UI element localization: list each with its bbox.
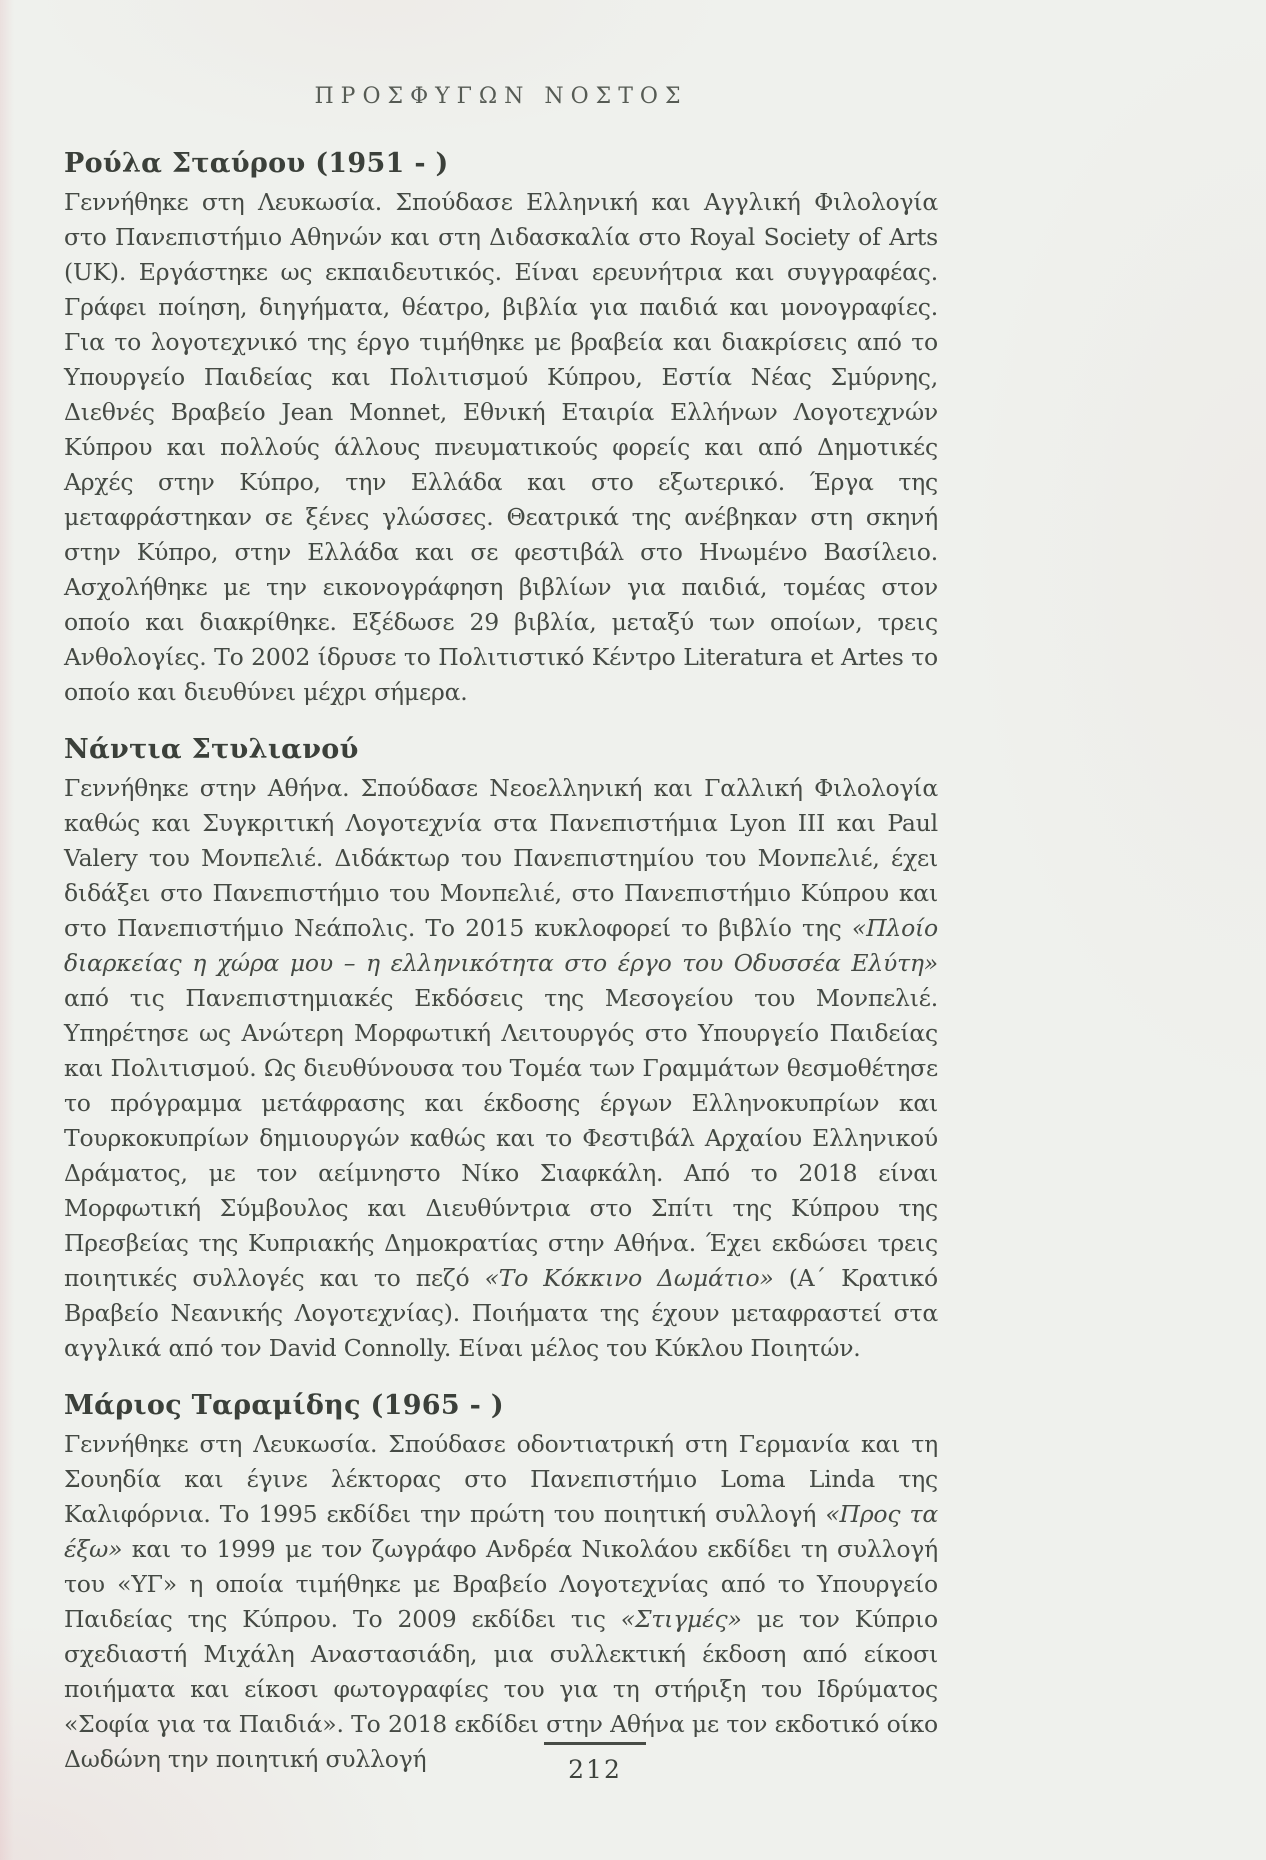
text-run: και το 1999 με τον ζωγράφο Ανδρέα Νικολάου εκδίδει τη συλλογή του «ΥΓ» η οποία τιμήθηκε με Βραβείο Λογοτεχνίας από το Υπουργείο Παιδείας της Κύπρου. Το 2009 εκδίδει τις (64, 1535, 938, 1633)
bio-section-roula-stavrou (64, 148, 938, 710)
italic-text-run: «Το Κόκκινο Δωμάτιο» (484, 1264, 774, 1292)
bio-heading-nantia-stylianou: Νάντια Στυλιανού (64, 734, 359, 765)
text-run: με τον Κύπριο σχεδιαστή Μιχάλη Αναστασιάδη, μια συλλεκτική έκδοση από είκοσι ποιήματα και είκοσι φωτογραφίες του για τη στήριξη του Ιδρύματος «Σοφία για τα Παιδιά». Το 2018 εκδίδει στην Αθήνα με τον εκδοτικό οίκο Δωδώνη την ποιητική συλλογή (64, 1605, 938, 1773)
running-header: ΠΡΟΣΦΥΓΩΝ ΝΟΣΤΟΣ (314, 84, 688, 109)
text-run: από τις Πανεπιστημιακές Εκδόσεις της Μεσογείου του Μονπελιέ. Υπηρέτησε ως Ανώτερη Μορφωτική Λειτουργός στο Υπουργείο Παιδείας και Πολιτισμού. Ως διευθύνουσα του Τομέα των Γραμμάτων θεσμοθέτησε το πρόγραμμα μετάφρασης και έκδοσης έργων Ελληνοκυπρίων και Τουρκοκυπρίων δημιουργών καθώς και το Φεστιβάλ Αρχαίου Ελληνικού Δράματος, με τον αείμνηστο Νίκο Σιαφκάλη. Από το 2018 είναι Μορφωτική Σύμβουλος και Διευθύντρια στο Σπίτι της Κύπρου της Πρεσβείας της Κυπριακής Δημοκρατίας στην Αθήνα. Έχει εκδώσει τρεις ποιητικές συλλογές και το πεζό (64, 984, 938, 1292)
bio-paragraph-roula-stavrou (64, 185, 938, 710)
bio-heading-marios-taramidis: Μάριος Ταραμίδης (1965 - ) (64, 1390, 504, 1421)
text-run: (Α΄ Κρατικό Βραβείο Νεανικής Λογοτεχνίας). Ποιήματα της έχουν μεταφραστεί στα αγγλικά από τον David Connolly. Είναι μέλος του Κύκλου Ποιητών. (64, 1264, 938, 1362)
italic-text-run: «Προς τα έξω» (64, 1500, 938, 1563)
text-run: Γεννήθηκε στη Λευκωσία. Σπούδασε Ελληνική και Αγγλική Φιλολογία στο Πανεπιστήμιο Αθηνών και στη Διδασκαλία στο Royal Society of Arts (UK). Εργάστηκε ως εκπαιδευτικός. Είναι ερευνήτρια και συγγραφέας. Γράφει ποίηση, διηγήματα, θέατρο, βιβλία για παιδιά και μονογραφίες. Για το λογοτεχνικό της έργο τιμήθηκε με βραβεία και διακρίσεις από το Υπουργείο Παιδείας και Πολιτισμού Κύπρου, Εστία Νέας Σμύρνης, Διεθνές Βραβείο Jean Monnet, Εθνική Εταιρία Ελλήνων Λογοτεχνών Κύπρου και πολλούς άλλους πνευματικούς φορείς και από Δημοτικές Αρχές στην Κύπρο, την Ελλάδα και στο εξωτερικό. Έργα της μεταφράστηκαν σε ξένες γλώσσες. Θεατρικά της ανέβηκαν στη σκηνή στην Κύπρο, στην Ελλάδα και σε φεστιβάλ στο Ηνωμένο Βασίλειο. Ασχολήθηκε με την εικονογράφηση βιβλίων για παιδιά, τομέας στον οποίο και διακρίθηκε. Εξέδωσε 29 βιβλία, μεταξύ των οποίων, τρεις Ανθολογίες. Το 2002 ίδρυσε το Πολιτιστικό Κέντρο Literatura et Artes το οποίο και διευθύνει μέχρι σήμερα. (64, 188, 938, 706)
bio-section-marios-taramidis (64, 1390, 938, 1777)
bio-paragraph-nantia-stylianou (64, 771, 938, 1366)
italic-text-run: «Πλοίο διαρκείας η χώρα μου – η ελληνικότητα στο έργο του Οδυσσέα Ελύτη» (64, 914, 938, 977)
text-run: Γεννήθηκε στη Λευκωσία. Σπούδασε οδοντιατρική στη Γερμανία και τη Σουηδία και έγινε λέκτορας στο Πανεπιστήμιο Loma Linda της Καλιφόρνια. Το 1995 εκδίδει την πρώτη του ποιητική συλλογή (64, 1430, 938, 1528)
page-content (64, 148, 938, 1777)
text-run: Γεννήθηκε στην Αθήνα. Σπούδασε Νεοελληνική και Γαλλική Φιλολογία καθώς και Συγκριτική Λογοτεχνία στα Πανεπιστήμια Lyon III και Paul Valery του Μονπελιέ. Διδάκτωρ του Πανεπιστημίου του Μονπελιέ, έχει διδάξει στο Πανεπιστήμιο του Μονπελιέ, στο Πανεπιστήμιο Κύπρου και στο Πανεπιστήμιο Νεάπολις. Το 2015 κυκλοφορεί το βιβλίο της (64, 774, 938, 942)
page-number: 212 (568, 1755, 622, 1784)
page-footer (460, 1742, 730, 1784)
footer-rule (544, 1742, 646, 1745)
bio-paragraph-marios-taramidis (64, 1427, 938, 1777)
bio-heading-roula-stavrou: Ρούλα Σταύρου (1951 - ) (64, 148, 449, 179)
bio-section-nantia-stylianou (64, 734, 938, 1366)
italic-text-run: «Στιγμές» (620, 1605, 742, 1633)
